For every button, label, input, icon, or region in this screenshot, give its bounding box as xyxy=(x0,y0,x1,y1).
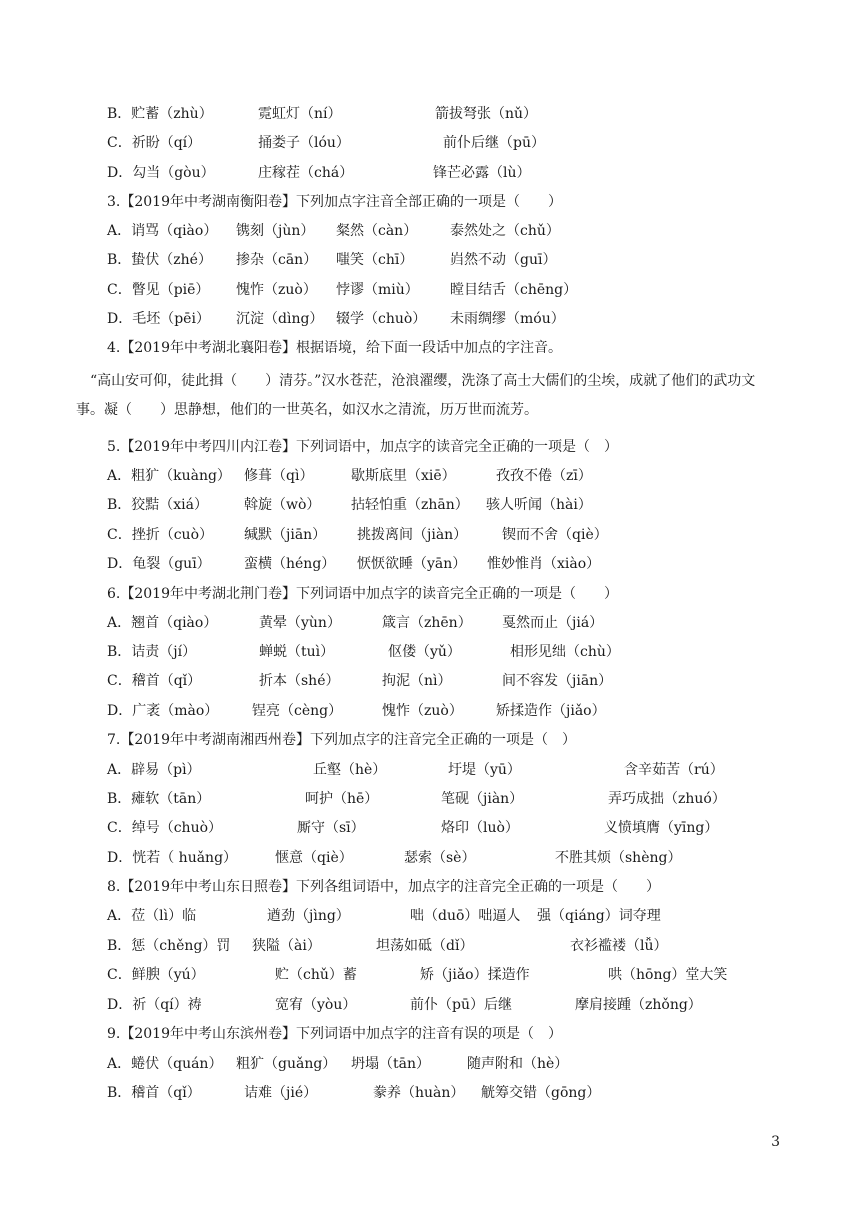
option-label-term: A．辟易（pì） xyxy=(107,762,201,778)
option-term: 觥筹交错（gōng） xyxy=(481,1085,601,1101)
option-term: 霓虹灯（ní） xyxy=(258,106,342,122)
option-term: 辍学（chuò） xyxy=(336,311,427,327)
option-label-term: A．粗犷（kuàng） xyxy=(107,468,231,484)
option-term: 岿然不动（guī） xyxy=(450,252,557,268)
option-term: 泰然处之（chǔ） xyxy=(450,223,560,239)
option-term: 粗犷（guǎng） xyxy=(236,1056,337,1072)
option-term: 相形见绌（chù） xyxy=(510,644,620,660)
answer-option xyxy=(107,906,800,926)
option-term: 咄（duō）咄逼人 xyxy=(410,908,521,924)
page-number: 3 xyxy=(771,1134,780,1150)
option-term: 坍塌（tān） xyxy=(351,1056,430,1072)
option-label-term: A．蜷伏（quán） xyxy=(107,1056,223,1072)
option-label-term: B．蛰伏（zhé） xyxy=(107,252,212,268)
answer-option xyxy=(107,309,800,329)
option-term: 惬意（qiè） xyxy=(275,850,353,866)
option-term: 坦荡如砥（dǐ） xyxy=(376,938,474,954)
answer-option xyxy=(107,250,800,270)
question-stem: 5.【2019年中考四川内江卷】下列词语中，加点字的读音完全正确的一项是（ ） xyxy=(107,439,618,455)
answer-option xyxy=(107,495,800,515)
option-term: 不胜其烦（shèng） xyxy=(555,850,682,866)
option-term: 强（qiáng）词夺理 xyxy=(537,908,661,924)
option-term: 缄默（jiān） xyxy=(244,527,327,543)
answer-option xyxy=(107,133,800,153)
option-term: 斡旋（wò） xyxy=(244,497,321,513)
question-stem: 4.【2019年中考湖北襄阳卷】根据语境，给下面一段话中加点的字注音。 xyxy=(107,340,562,356)
option-label-term: D．龟裂（guī） xyxy=(107,556,211,572)
option-term: 宽宥（yòu） xyxy=(275,997,357,1013)
option-term: 狭隘（ài） xyxy=(252,938,321,954)
option-label-term: C．绰号（chuò） xyxy=(107,820,223,836)
question-stem: 6.【2019年中考湖北荆门卷】下列词语中加点字的读音完全正确的一项是（ ） xyxy=(107,586,618,602)
answer-option xyxy=(107,554,800,574)
answer-option xyxy=(107,221,800,241)
option-term: 悖谬（miù） xyxy=(336,282,419,298)
option-label-term: B．诘责（jí） xyxy=(107,644,197,660)
option-term: 愧怍（zuò） xyxy=(236,282,317,298)
option-term: 笔砚（jiàn） xyxy=(441,791,524,807)
option-term: 前仆（pū）后继 xyxy=(410,997,512,1013)
option-label-term: C．鲜腴（yú） xyxy=(107,967,205,983)
option-label-term: B．稽首（qǐ） xyxy=(107,1085,201,1101)
option-term: 骇人听闻（hài） xyxy=(486,497,592,513)
option-term: 拘泥（nì） xyxy=(382,673,452,689)
option-term: 瞠目结舌（chēng） xyxy=(450,282,578,298)
question-stem: 7.【2019年中考湖南湘西州卷】下列加点字的注音完全正确的一项是（ ） xyxy=(107,732,576,748)
answer-option xyxy=(107,671,800,691)
option-label-term: A．翘首（qiào） xyxy=(107,615,218,631)
option-label-term: D．祈（qí）祷 xyxy=(107,997,202,1013)
question-stem: 3.【2019年中考湖南衡阳卷】下列加点字注音全部正确的一项是（ ） xyxy=(107,194,562,210)
option-term: 贮（chǔ）蓄 xyxy=(275,967,357,983)
option-term: 锲而不舍（qiè） xyxy=(502,527,608,543)
option-label-term: D．恍若（ huǎng） xyxy=(107,850,238,866)
option-term: 圩堤（yū） xyxy=(448,762,521,778)
answer-option xyxy=(107,965,800,985)
option-term: 衣衫褴褛（lǚ） xyxy=(570,938,668,954)
answer-option xyxy=(107,936,800,956)
option-term: 矫（jiǎo）揉造作 xyxy=(420,967,530,983)
option-term: 愧怍（zuò） xyxy=(382,703,463,719)
option-label-term: D．毛坯（pēi） xyxy=(107,311,210,327)
answer-option xyxy=(107,466,800,486)
option-term: 粲然（càn） xyxy=(336,223,418,239)
option-label-term: C．祈盼（qí） xyxy=(107,135,202,151)
option-term: 锃亮（cèng） xyxy=(252,703,343,719)
answer-option xyxy=(107,642,800,662)
option-term: 诘难（jié） xyxy=(244,1085,318,1101)
question-stem: 9.【2019年中考山东滨州卷】下列词语中加点字的注音有误的项是（ ） xyxy=(107,1026,562,1042)
option-term: 掺杂（cān） xyxy=(236,252,318,268)
option-term: 瑟索（sè） xyxy=(404,850,476,866)
option-label-term: A．诮骂（qiào） xyxy=(107,223,218,239)
option-term: 惟妙惟肖（xiào） xyxy=(487,556,601,572)
option-term: 蛮横（héng） xyxy=(244,556,336,572)
answer-option xyxy=(107,848,800,868)
option-term: 修葺（qì） xyxy=(244,468,314,484)
option-term: 丘壑（hè） xyxy=(313,762,387,778)
answer-option xyxy=(107,701,800,721)
option-label-term: B．贮蓄（zhù） xyxy=(107,106,213,122)
option-term: 含辛茹苦（rú） xyxy=(624,762,724,778)
option-term: 箴言（zhēn） xyxy=(382,615,472,631)
option-term: 黄晕（yùn） xyxy=(259,615,341,631)
answer-option xyxy=(107,1083,800,1103)
option-label-term: B．狡黠（xiá） xyxy=(107,497,209,513)
answer-option xyxy=(107,280,800,300)
option-term: 豢养（huàn） xyxy=(373,1085,465,1101)
option-term: 弄巧成拙（zhuó） xyxy=(608,791,726,807)
option-term: 间不容发（jiān） xyxy=(502,673,613,689)
option-term: 前仆后继（pū） xyxy=(443,135,545,151)
answer-option xyxy=(107,760,800,780)
option-term: 沉淀（dìng） xyxy=(236,311,324,327)
answer-option xyxy=(107,104,800,124)
option-term: 庄稼茬（chá） xyxy=(258,165,354,181)
question-passage: “高山安可仰，徒此揖（ ）清芬。”汉水苍茫，沧浪濯缨，洗涤了高士大儒们的尘埃，成就了他们的武功文事。凝（ ）思静想，他们的一世英名，如汉水之清流，历万世而流芳。 xyxy=(76,373,756,418)
answer-option xyxy=(107,995,800,1015)
option-term: 戛然而止（jiá） xyxy=(502,615,604,631)
option-label-term: C．稽首（qǐ） xyxy=(107,673,202,689)
option-term: 歇斯底里（xiē） xyxy=(351,468,456,484)
option-term: 镌刻（jùn） xyxy=(236,223,315,239)
option-term: 哄（hōng）堂大笑 xyxy=(608,967,728,983)
option-term: 箭拔弩张（nǔ） xyxy=(435,106,538,122)
option-label-term: C．挫折（cuò） xyxy=(107,527,213,543)
option-term: 厮守（sī） xyxy=(297,820,365,836)
option-label-term: C．瞥见（piē） xyxy=(107,282,210,298)
answer-option xyxy=(107,1054,800,1074)
option-label-term: B．瘫软（tān） xyxy=(107,791,211,807)
answer-option xyxy=(107,163,800,183)
option-term: 折本（shé） xyxy=(259,673,340,689)
option-term: 蝉蜕（tuì） xyxy=(259,644,335,660)
option-label-term: B．惩（chěng）罚 xyxy=(107,938,231,954)
option-term: 义愤填膺（yīng） xyxy=(604,820,719,836)
option-term: 嗤笑（chī） xyxy=(336,252,414,268)
question-stem: 8.【2019年中考山东日照卷】下列各组词语中，加点字的注音完全正确的一项是（ ） xyxy=(107,879,660,895)
option-term: 拈轻怕重（zhān） xyxy=(351,497,469,513)
option-term: 捅娄子（lóu） xyxy=(258,135,350,151)
option-term: 孜孜不倦（zī） xyxy=(496,468,592,484)
option-term: 呵护（hē） xyxy=(305,791,379,807)
option-term: 遒劲（jìng） xyxy=(267,908,350,924)
option-term: 随声附和（hè） xyxy=(467,1056,569,1072)
option-term: 矫揉造作（jiǎo） xyxy=(496,703,606,719)
option-term: 锋芒必露（lù） xyxy=(433,165,531,181)
option-term: 未雨绸缪（móu） xyxy=(450,311,565,327)
option-label-term: A．莅（lì）临 xyxy=(107,908,197,924)
answer-option xyxy=(107,789,800,809)
answer-option xyxy=(107,525,800,545)
option-term: 伛偻（yǔ） xyxy=(388,644,461,660)
answer-option xyxy=(107,818,800,838)
option-label-term: D．广袤（mào） xyxy=(107,703,219,719)
option-label-term: D．勾当（gòu） xyxy=(107,165,215,181)
option-term: 恹恹欲睡（yān） xyxy=(357,556,467,572)
option-term: 挑拨离间（jiàn） xyxy=(357,527,468,543)
option-term: 烙印（luò） xyxy=(441,820,519,836)
option-term: 摩肩接踵（zhǒng） xyxy=(575,997,702,1013)
answer-option xyxy=(107,613,800,633)
